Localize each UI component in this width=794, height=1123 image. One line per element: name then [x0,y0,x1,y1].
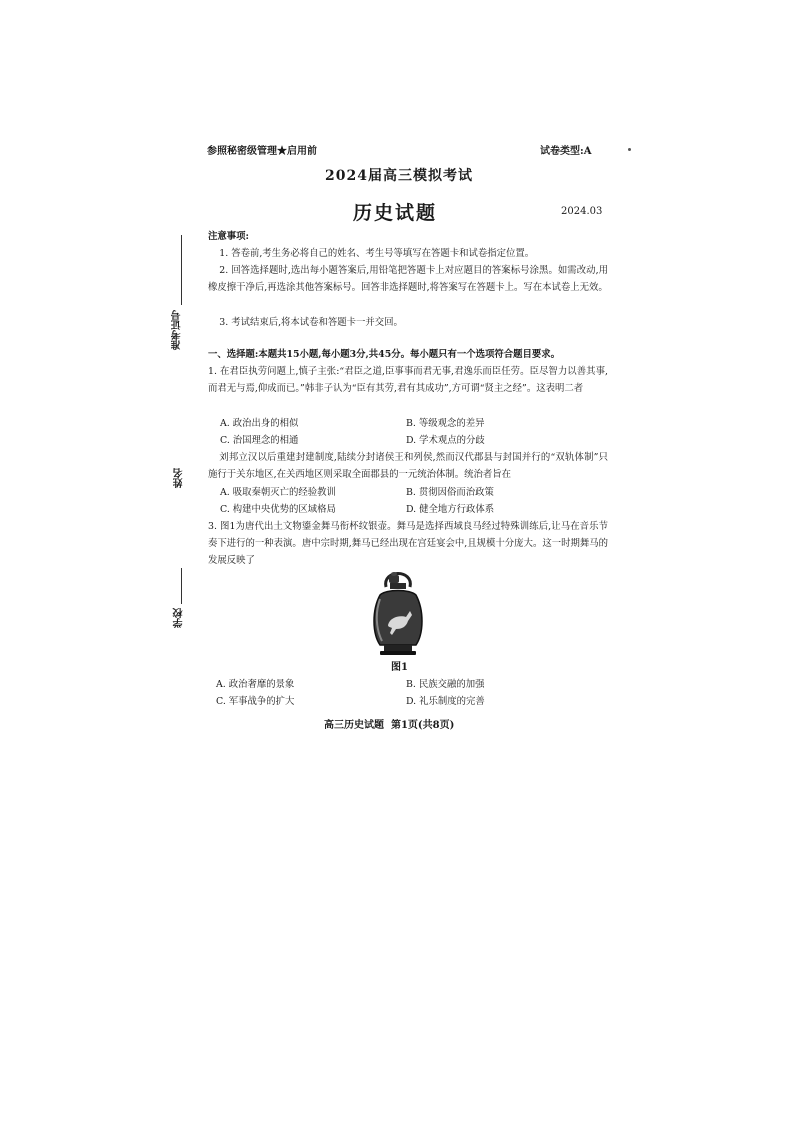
question-1-stem: 1. 在君臣执劳问题上,慎子主张:“君臣之道,臣事事而君无事,君逸乐而臣任劳。臣尽智力以善其事,而君无与焉,仰成而已。”韩非子认为“臣有其劳,君有其成功”,方可谓“贤主之经”。这表明二者 [208,366,608,395]
paper-type: 试卷类型:A [540,146,592,157]
exam-no-label: 准考证号 [172,310,183,350]
q3-option-c: C. 军事战争的扩大 [216,696,295,707]
name-label: 姓名 [174,468,185,488]
q1-option-d: D. 学术观点的分歧 [406,435,485,446]
school-line [181,568,182,604]
exam-title: 2024届高三模拟考试 [325,168,473,184]
notice-item: 2. 回答选择题时,选出每小题答案后,用铅笔把答题卡上对应题目的答案标号涂黑。如需改动,用橡皮擦干净后,再选涂其他答案标号。回答非选择题时,将答案写在答题卡上。写在本试卷上无效。 [208,265,608,294]
notice-item: 1. 答卷前,考生务必将自己的姓名、考生号等填写在答题卡和试卷指定位置。 [219,248,535,259]
q2-option-b: B. 贯彻因俗而治政策 [406,487,494,498]
q2-option-d: D. 健全地方行政体系 [406,504,495,515]
scan-speck [628,148,631,151]
q2-option-a: A. 吸取秦朝灭亡的经验教训 [220,487,336,498]
q1-option-a: A. 政治出身的相似 [220,418,299,429]
q3-option-d: D. 礼乐制度的完善 [406,696,485,707]
exam-date: 2024.03 [561,206,603,217]
school-label: 学校 [174,608,185,628]
exam-no-line [181,235,182,305]
subject-title: 历史试题 [353,202,438,224]
notice-item: 3. 考试结束后,将本试卷和答题卡一并交回。 [219,317,403,328]
section-heading: 一、选择题:本题共15小题,每小题3分,共45分。每小题只有一个选项符合题目要求。 [208,349,560,360]
q3-option-b: B. 民族交融的加强 [406,679,485,690]
page-footer: 高三历史试题 第1页(共8页) [324,720,455,731]
secret-level: 参照秘密级管理★启用前 [207,146,317,157]
silver-pot-figure [366,565,430,657]
figure-caption: 图1 [391,662,408,673]
q1-option-c: C. 治国理念的相通 [220,435,299,446]
q3-option-a: A. 政治奢靡的景象 [216,679,295,690]
q1-option-b: B. 等级观念的差异 [406,418,485,429]
question-3-stem: 3. 图1为唐代出土文物鎏金舞马衔杯纹银壶。舞马是选择西域良马经过特殊训练后,让马在音乐节奏下进行的一种表演。唐中宗时期,舞马已经出现在宫廷宴会中,且规模十分庞大。这一时期舞马的发展反映了 [208,521,608,567]
question-2-stem: 刘邦立汉以后重建封建制度,陆续分封诸侯王和列侯,然而汉代郡县与封国并行的“双轨体制”只施行于关东地区,在关西地区则采取全面郡县的一元统治体制。统治者旨在 [208,452,608,481]
notice-heading: 注意事项: [208,231,249,242]
q2-option-c: C. 构建中央优势的区域格局 [220,504,336,515]
